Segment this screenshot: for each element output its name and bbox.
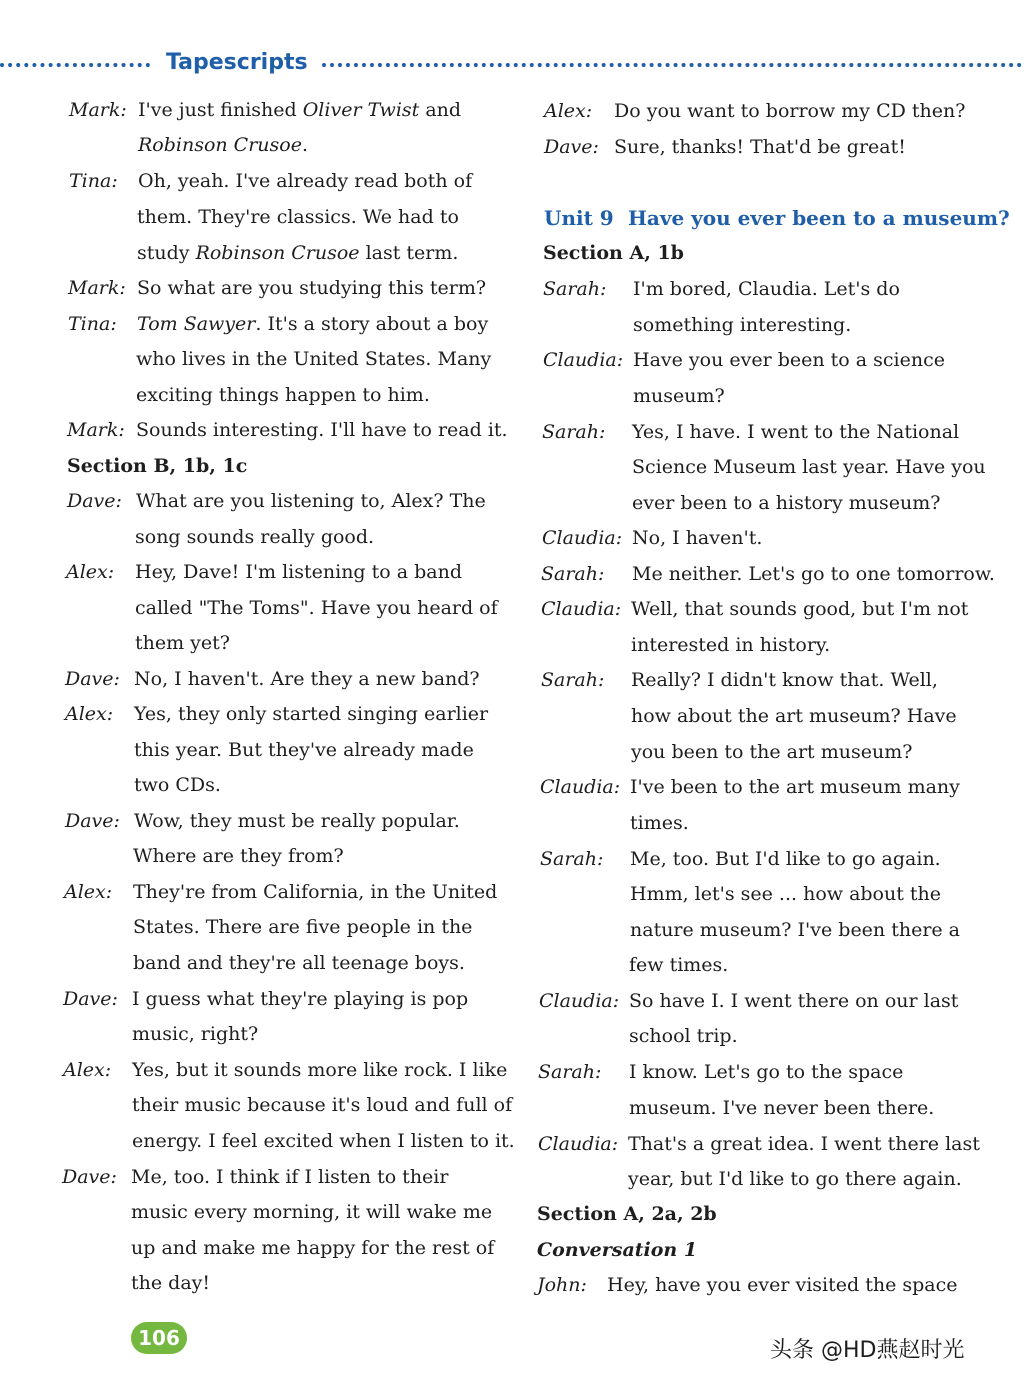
speaker-label: Sarah:: [541, 669, 605, 691]
dialogue-text: What are you listening to, Alex? The: [136, 490, 486, 512]
dialogue-line: [136, 489, 486, 513]
dialogue-text: Yes, they only started singing earlier: [134, 703, 489, 725]
dialogue-line: [630, 882, 941, 906]
dialogue-line: [132, 1093, 512, 1117]
dialogue-line: [632, 526, 762, 550]
book-title-text: Robinson Crusoe: [138, 134, 302, 156]
dialogue-text: Yes, but it sounds more like rock. I like: [132, 1059, 508, 1081]
dialogue-text: museum. I've never been there.: [629, 1097, 935, 1119]
dialogue-text: and: [419, 99, 462, 121]
dialogue-line: [133, 915, 472, 939]
speaker-label: Dave:: [67, 490, 122, 512]
dialogue-line: [133, 844, 344, 868]
dialogue-text: times.: [630, 812, 689, 834]
speaker-label: Alex:: [63, 1059, 112, 1081]
header-title: Tapescripts: [166, 50, 308, 75]
dialogue-text: They're from California, in the United: [133, 881, 498, 903]
dialogue-line: [628, 1132, 980, 1156]
unit-number: Unit 9: [544, 206, 614, 230]
dialogue-text: So what are you studying this term?: [137, 277, 487, 299]
dialogue-line: [137, 312, 488, 336]
speaker-label: Sarah:: [541, 563, 605, 585]
dialogue-text: Sure, thanks! That'd be great!: [614, 136, 906, 158]
dialogue-line: [131, 1271, 210, 1295]
dialogue-text: school trip.: [629, 1025, 738, 1047]
dialogue-line: [135, 596, 498, 620]
dialogue-text: I know. Let's go to the space: [629, 1061, 904, 1083]
dialogue-line: [137, 276, 486, 300]
dialogue-line: [631, 668, 938, 692]
dialogue-text: I've just finished: [138, 99, 303, 121]
dialogue-line: [631, 740, 912, 764]
dialogue-text: No, I haven't.: [632, 527, 763, 549]
dialogue-text: music every morning, it will wake me: [131, 1201, 493, 1223]
dialogue-line: [134, 738, 474, 762]
dialogue-line: [137, 241, 458, 265]
watermark: 头条 @HD燕赵时光: [770, 1338, 965, 1363]
dialogue-line: [131, 1200, 492, 1224]
book-title-text: Oliver Twist: [302, 99, 420, 121]
dialogue-line: [132, 1129, 515, 1153]
dialogue-text: music, right?: [132, 1023, 259, 1045]
dialogue-line: [632, 491, 940, 515]
dialogue-text: interested in history.: [631, 634, 831, 656]
dialogue-text: Hey, have you ever visited the space: [607, 1274, 958, 1296]
dialogue-line: [629, 1060, 903, 1084]
dialogue-text: .: [301, 134, 309, 156]
speaker-label: Claudia:: [540, 776, 621, 798]
speaker-label: John:: [537, 1274, 587, 1296]
dialogue-line: [633, 384, 725, 408]
dialogue-text: Have you ever been to a science: [633, 349, 945, 371]
section-heading: Section A, 1b: [543, 242, 684, 264]
dialogue-text: year, but I'd like to go there again.: [628, 1168, 962, 1190]
speaker-label: Mark:: [67, 419, 125, 441]
speaker-label: Tina:: [69, 170, 118, 192]
speaker-label: Mark:: [68, 277, 126, 299]
dialogue-line: [138, 98, 461, 122]
dialogue-text: Wow, they must be really popular.: [134, 810, 460, 832]
dialogue-text: Well, that sounds good, but I'm not: [631, 598, 969, 620]
dialogue-text: band and they're all teenage boys.: [133, 952, 465, 974]
dialogue-line: [131, 1165, 448, 1189]
dialogue-text: this year. But they've already made: [134, 739, 474, 761]
dialogue-line: [136, 347, 491, 371]
dialogue-line: [134, 809, 460, 833]
dialogue-line: [134, 702, 488, 726]
dialogue-text: No, I haven't. Are they a new band?: [134, 668, 480, 690]
dialogue-line: [631, 704, 957, 728]
speaker-label: Sarah:: [543, 278, 607, 300]
dialogue-line: [632, 420, 959, 444]
dialogue-line: [632, 562, 995, 586]
section-heading: Section B, 1b, 1c: [67, 455, 248, 477]
dialogue-line: [135, 525, 374, 549]
dialogue-line: [138, 169, 472, 193]
dialogue-text: Sounds interesting. I'll have to read it.: [136, 419, 508, 441]
speaker-label: Claudia:: [539, 990, 620, 1012]
dialogue-line: [133, 880, 497, 904]
dialogue-line: [607, 1273, 957, 1297]
dialogue-text: Science Museum last year. Have you: [632, 456, 986, 478]
dialogue-text: . It's a story about a boy: [255, 313, 489, 335]
dialogue-text: Hmm, let's see ... how about the: [630, 883, 942, 905]
dialogue-line: [614, 99, 965, 123]
dialogue-line: [629, 989, 958, 1013]
dialogue-line: [633, 313, 851, 337]
dialogue-text: up and make me happy for the rest of: [131, 1237, 495, 1259]
dialogue-line: [134, 773, 221, 797]
dialogue-text: how about the art museum? Have: [631, 705, 957, 727]
speaker-label: Claudia:: [542, 527, 623, 549]
speaker-label: Mark:: [69, 99, 127, 121]
dialogue-text: I guess what they're playing is pop: [132, 988, 469, 1010]
dialogue-text: song sounds really good.: [135, 526, 375, 548]
speaker-label: Claudia:: [538, 1133, 619, 1155]
dialogue-line: [631, 633, 830, 657]
dialogue-line: [629, 953, 728, 977]
unit-title: Have you ever been to a museum?: [628, 206, 1010, 230]
header-dotted-rule-left: [0, 63, 150, 67]
dialogue-text: Me, too. I think if I listen to their: [131, 1166, 449, 1188]
speaker-label: Dave:: [63, 988, 118, 1010]
dialogue-text: Oh, yeah. I've already read both of: [138, 170, 473, 192]
dialogue-line: [137, 205, 459, 229]
dialogue-text: the day!: [131, 1272, 211, 1294]
dialogue-text: So have I. I went there on our last: [629, 990, 959, 1012]
dialogue-line: [133, 951, 465, 975]
speaker-label: Alex:: [64, 881, 113, 903]
page-number-badge: 106: [131, 1322, 187, 1354]
speaker-label: Dave:: [65, 810, 120, 832]
conversation-heading: Conversation 1: [537, 1239, 698, 1261]
dialogue-text: ever been to a history museum?: [632, 492, 941, 514]
speaker-label: Dave:: [544, 136, 599, 158]
dialogue-text: Hey, Dave! I'm listening to a band: [135, 561, 463, 583]
dialogue-line: [138, 133, 308, 157]
dialogue-line: [633, 277, 900, 301]
dialogue-text: two CDs.: [134, 774, 221, 796]
book-title-text: Robinson Crusoe: [195, 242, 360, 264]
dialogue-text: nature museum? I've been there a: [630, 919, 961, 941]
dialogue-text: them. They're classics. We had to: [137, 206, 459, 228]
dialogue-line: [630, 918, 960, 942]
dialogue-line: [135, 560, 462, 584]
dialogue-line: [136, 418, 508, 442]
dialogue-text: States. There are five people in the: [133, 916, 473, 938]
dialogue-line: [132, 1022, 258, 1046]
speaker-label: Dave:: [62, 1166, 117, 1188]
speaker-label: Alex:: [65, 703, 114, 725]
dialogue-line: [630, 775, 960, 799]
page-header: [0, 50, 1024, 80]
dialogue-text: Me, too. But I'd like to go again.: [630, 848, 941, 870]
dialogue-text: I'm bored, Claudia. Let's do: [633, 278, 900, 300]
dialogue-line: [629, 1096, 934, 1120]
dialogue-text: Do you want to borrow my CD then?: [614, 100, 966, 122]
dialogue-line: [136, 383, 430, 407]
dialogue-text: who lives in the United States. Many: [136, 348, 492, 370]
dialogue-line: [132, 987, 468, 1011]
dialogue-line: [632, 455, 986, 479]
dialogue-text: study: [137, 242, 196, 264]
dialogue-text: something interesting.: [633, 314, 852, 336]
header-dotted-rule-right: [322, 63, 1022, 67]
speaker-label: Sarah:: [538, 1061, 602, 1083]
dialogue-line: [614, 135, 906, 159]
section-heading: Section A, 2a, 2b: [537, 1203, 717, 1225]
dialogue-line: [628, 1167, 962, 1191]
dialogue-text: I've been to the art museum many: [630, 776, 960, 798]
dialogue-line: [631, 597, 968, 621]
dialogue-text: their music because it's loud and full of: [132, 1094, 513, 1116]
dialogue-text: museum?: [633, 385, 725, 407]
book-title-text: Tom Sawyer: [137, 313, 256, 335]
dialogue-text: Where are they from?: [133, 845, 344, 867]
dialogue-text: Me neither. Let's go to one tomorrow.: [632, 563, 995, 585]
dialogue-text: Yes, I have. I went to the National: [632, 421, 960, 443]
dialogue-text: exciting things happen to him.: [136, 384, 430, 406]
speaker-label: Alex:: [66, 561, 115, 583]
dialogue-text: last term.: [359, 242, 459, 264]
dialogue-text: energy. I feel excited when I listen to it.: [132, 1130, 515, 1152]
dialogue-line: [633, 348, 945, 372]
dialogue-line: [131, 1236, 494, 1260]
dialogue-line: [629, 1024, 738, 1048]
dialogue-line: [134, 667, 480, 691]
speaker-label: Dave:: [65, 668, 120, 690]
dialogue-text: them yet?: [135, 632, 230, 654]
dialogue-text: called "The Toms". Have you heard of: [135, 597, 498, 619]
dialogue-text: you been to the art museum?: [631, 741, 913, 763]
dialogue-line: [135, 631, 230, 655]
dialogue-line: [630, 811, 689, 835]
dialogue-line: [132, 1058, 507, 1082]
speaker-label: Claudia:: [541, 598, 622, 620]
speaker-label: Sarah:: [542, 421, 606, 443]
dialogue-text: Really? I didn't know that. Well,: [631, 669, 938, 691]
dialogue-text: That's a great idea. I went there last: [628, 1133, 980, 1155]
dialogue-line: [630, 847, 941, 871]
speaker-label: Claudia:: [543, 349, 624, 371]
speaker-label: Sarah:: [540, 848, 604, 870]
dialogue-text: few times.: [629, 954, 729, 976]
speaker-label: Tina:: [68, 313, 117, 335]
speaker-label: Alex:: [544, 100, 593, 122]
